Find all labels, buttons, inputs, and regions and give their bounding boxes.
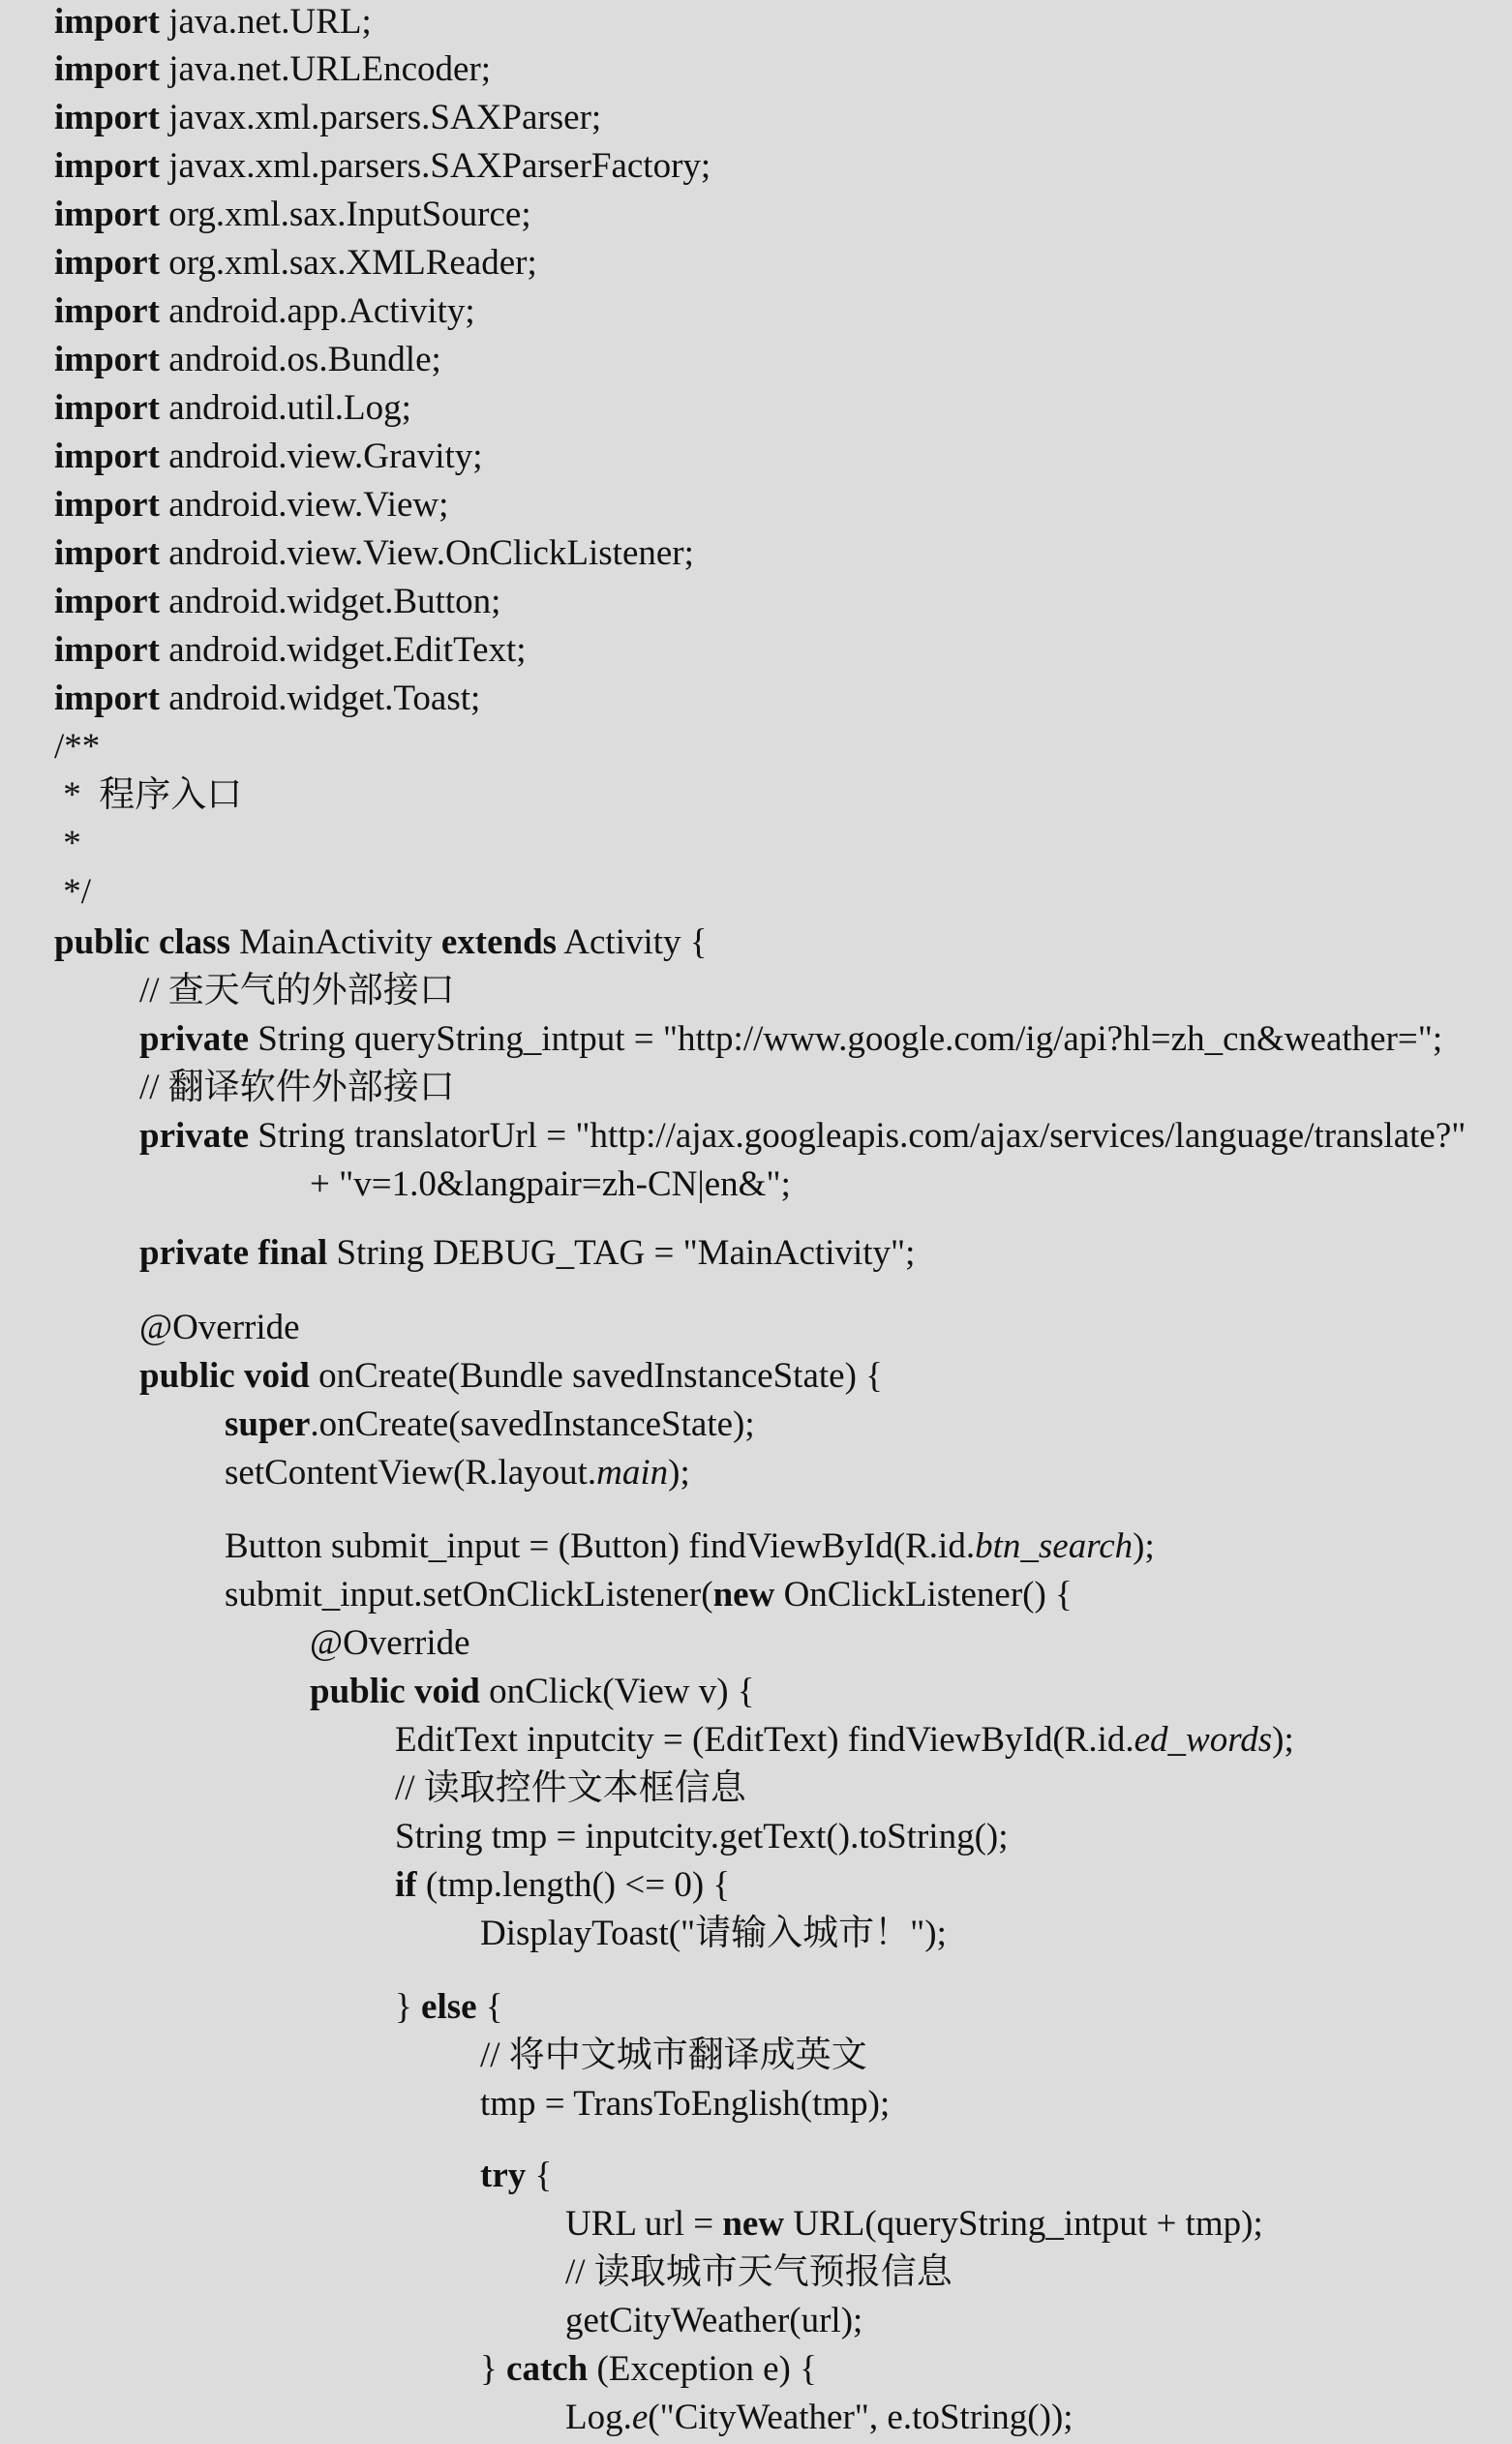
code-line (139, 969, 455, 1013)
code-text: ); (668, 1453, 690, 1493)
code-text: // 读取城市天气预报信息 (565, 2252, 953, 2292)
code-keyword: import (54, 485, 160, 525)
code-keyword: import (54, 340, 160, 379)
code-line (480, 2082, 890, 2127)
code-line (565, 2250, 953, 2295)
code-line (139, 1354, 883, 1399)
code-text: tmp = TransToEnglish(tmp); (480, 2084, 891, 2124)
code-text: */ (54, 872, 92, 912)
code-line (54, 580, 500, 624)
code-text: android.app.Activity; (159, 291, 475, 331)
code-italic-token: e (631, 2398, 649, 2437)
code-keyword: catch (506, 2349, 589, 2389)
code-text: .onCreate(savedInstanceState); (310, 1404, 755, 1444)
code-keyword: import (54, 98, 160, 137)
code-line (480, 1912, 947, 1956)
code-line (54, 920, 708, 965)
code-line (54, 96, 601, 140)
code-text: // 翻译软件外部接口 (139, 1068, 455, 1107)
code-text: { (526, 2156, 553, 2195)
code-keyword: import (54, 388, 160, 428)
code-line (54, 531, 694, 576)
code-text: setContentView(R.layout. (225, 1453, 597, 1493)
code-line (139, 1114, 1466, 1159)
code-text: URL(queryString_intput + tmp); (784, 2204, 1263, 2244)
code-text: DisplayToast("请输入城市！"); (480, 1914, 947, 1953)
code-line (54, 193, 531, 237)
code-keyword: import (54, 195, 160, 234)
code-keyword: try (480, 2156, 527, 2195)
code-text: getCityWeather(url); (565, 2301, 863, 2340)
code-keyword: import (54, 2, 160, 42)
code-keyword: import (54, 49, 160, 89)
code-keyword: import (54, 679, 160, 718)
code-text: android.widget.Toast; (159, 679, 481, 718)
code-line (310, 1670, 755, 1714)
code-line (54, 628, 527, 673)
code-text: + "v=1.0&langpair=zh-CN|en&"; (310, 1164, 791, 1204)
code-text: android.view.View; (159, 485, 449, 525)
code-text: Button submit_input = (Button) findViewById(R.id. (225, 1526, 976, 1566)
code-line (395, 1985, 503, 2030)
code-line (225, 1573, 1073, 1617)
code-keyword: public void (139, 1356, 310, 1396)
code-line (54, 483, 448, 528)
code-line (139, 1066, 455, 1110)
code-text: android.os.Bundle; (159, 340, 441, 379)
code-line (565, 2299, 862, 2343)
code-text: OnClickListener() { (774, 1575, 1073, 1614)
code-keyword: else (421, 1987, 477, 2027)
code-italic-token: btn_search (975, 1526, 1134, 1566)
code-line (54, 822, 81, 866)
code-keyword: import (54, 291, 160, 331)
code-keyword: import (54, 630, 160, 670)
code-text: // 将中文城市翻译成英文 (480, 2036, 867, 2075)
code-line (54, 725, 100, 769)
code-line (480, 2034, 867, 2078)
code-text: onCreate(Bundle savedInstanceState) { (309, 1356, 883, 1396)
code-line (480, 2154, 552, 2198)
code-text: java.net.URL; (159, 2, 372, 42)
code-text: ); (1272, 1720, 1294, 1760)
code-text: String queryString_intput = "http://www.google.com/ig/api?hl=zh_cn&weather="; (249, 1019, 1443, 1059)
code-line (310, 1621, 470, 1666)
code-text: android.view.View.OnClickListener; (159, 533, 694, 573)
code-line (395, 1718, 1294, 1763)
code-line (54, 435, 483, 479)
code-text: URL url = (565, 2204, 723, 2244)
code-line (225, 1451, 690, 1495)
code-text: onClick(View v) { (479, 1672, 755, 1711)
code-keyword: private (139, 1116, 250, 1156)
code-keyword: extends (440, 922, 558, 962)
code-text: android.widget.Button; (159, 582, 501, 621)
code-line (225, 1524, 1155, 1569)
code-line (395, 1766, 746, 1811)
code-keyword: new (722, 2204, 785, 2244)
code-text: } (480, 2349, 507, 2389)
code-text: (tmp.length() <= 0) { (416, 1865, 731, 1905)
code-text: java.net.URLEncoder; (159, 49, 492, 89)
code-italic-token: main (596, 1453, 669, 1493)
code-text: ("CityWeather", e.toString()); (648, 2398, 1074, 2437)
code-text: android.widget.EditText; (159, 630, 527, 670)
code-text: org.xml.sax.XMLReader; (159, 243, 537, 283)
code-line (395, 1815, 1009, 1859)
code-text: /** (54, 727, 101, 767)
code-line (54, 338, 441, 382)
code-text: javax.xml.parsers.SAXParserFactory; (159, 146, 711, 186)
code-line (310, 1162, 791, 1207)
code-line (480, 2347, 817, 2392)
code-line (54, 386, 411, 431)
code-keyword: import (54, 146, 160, 186)
code-keyword: import (54, 533, 160, 573)
code-text: Log. (565, 2398, 632, 2437)
code-line (54, 677, 480, 721)
code-text: } (395, 1987, 422, 2027)
code-line (54, 0, 372, 45)
code-line (54, 870, 91, 915)
code-text: EditText inputcity = (EditText) findViewById(R.id. (395, 1720, 1134, 1760)
code-line (225, 1403, 755, 1447)
code-text: ); (1133, 1526, 1155, 1566)
code-keyword: import (54, 243, 160, 283)
code-text: android.util.Log; (159, 388, 411, 428)
code-line (139, 1017, 1442, 1062)
code-text: * (54, 824, 81, 863)
code-keyword: private final (139, 1233, 328, 1273)
code-text: javax.xml.parsers.SAXParser; (159, 98, 602, 137)
code-keyword: import (54, 437, 160, 476)
code-text: // 查天气的外部接口 (139, 971, 455, 1011)
code-line (54, 289, 475, 334)
code-text: String DEBUG_TAG = "MainActivity"; (327, 1233, 916, 1273)
code-text: org.xml.sax.InputSource; (159, 195, 531, 234)
code-line (54, 241, 537, 286)
code-text: @Override (139, 1308, 300, 1347)
code-line (54, 773, 242, 818)
code-text: String translatorUrl = "http://ajax.googleapis.com/ajax/services/language/translate?" (249, 1116, 1467, 1156)
code-text: String tmp = inputcity.getText().toString(); (395, 1817, 1009, 1856)
code-line (54, 47, 491, 92)
code-keyword: if (395, 1865, 417, 1905)
code-text: submit_input.setOnClickListener( (225, 1575, 713, 1614)
code-line (139, 1231, 915, 1276)
code-text: { (476, 1987, 503, 2027)
code-text: * 程序入口 (54, 775, 243, 815)
code-line (565, 2202, 1263, 2247)
code-line (139, 1306, 300, 1350)
code-text: Activity { (557, 922, 708, 962)
code-keyword: public class (54, 922, 230, 962)
code-keyword: private (139, 1019, 250, 1059)
code-line (565, 2396, 1074, 2440)
code-text: @Override (310, 1623, 470, 1663)
code-italic-token: ed_words (1134, 1720, 1273, 1760)
code-keyword: super (225, 1404, 311, 1444)
code-text: MainActivity (229, 922, 441, 962)
code-keyword: import (54, 582, 160, 621)
code-line (395, 1863, 730, 1908)
code-keyword: new (712, 1575, 775, 1614)
code-keyword: public void (310, 1672, 480, 1711)
code-line (54, 144, 711, 189)
code-text: // 读取控件文本框信息 (395, 1768, 746, 1808)
code-text: android.view.Gravity; (159, 437, 483, 476)
code-text: (Exception e) { (588, 2349, 817, 2389)
